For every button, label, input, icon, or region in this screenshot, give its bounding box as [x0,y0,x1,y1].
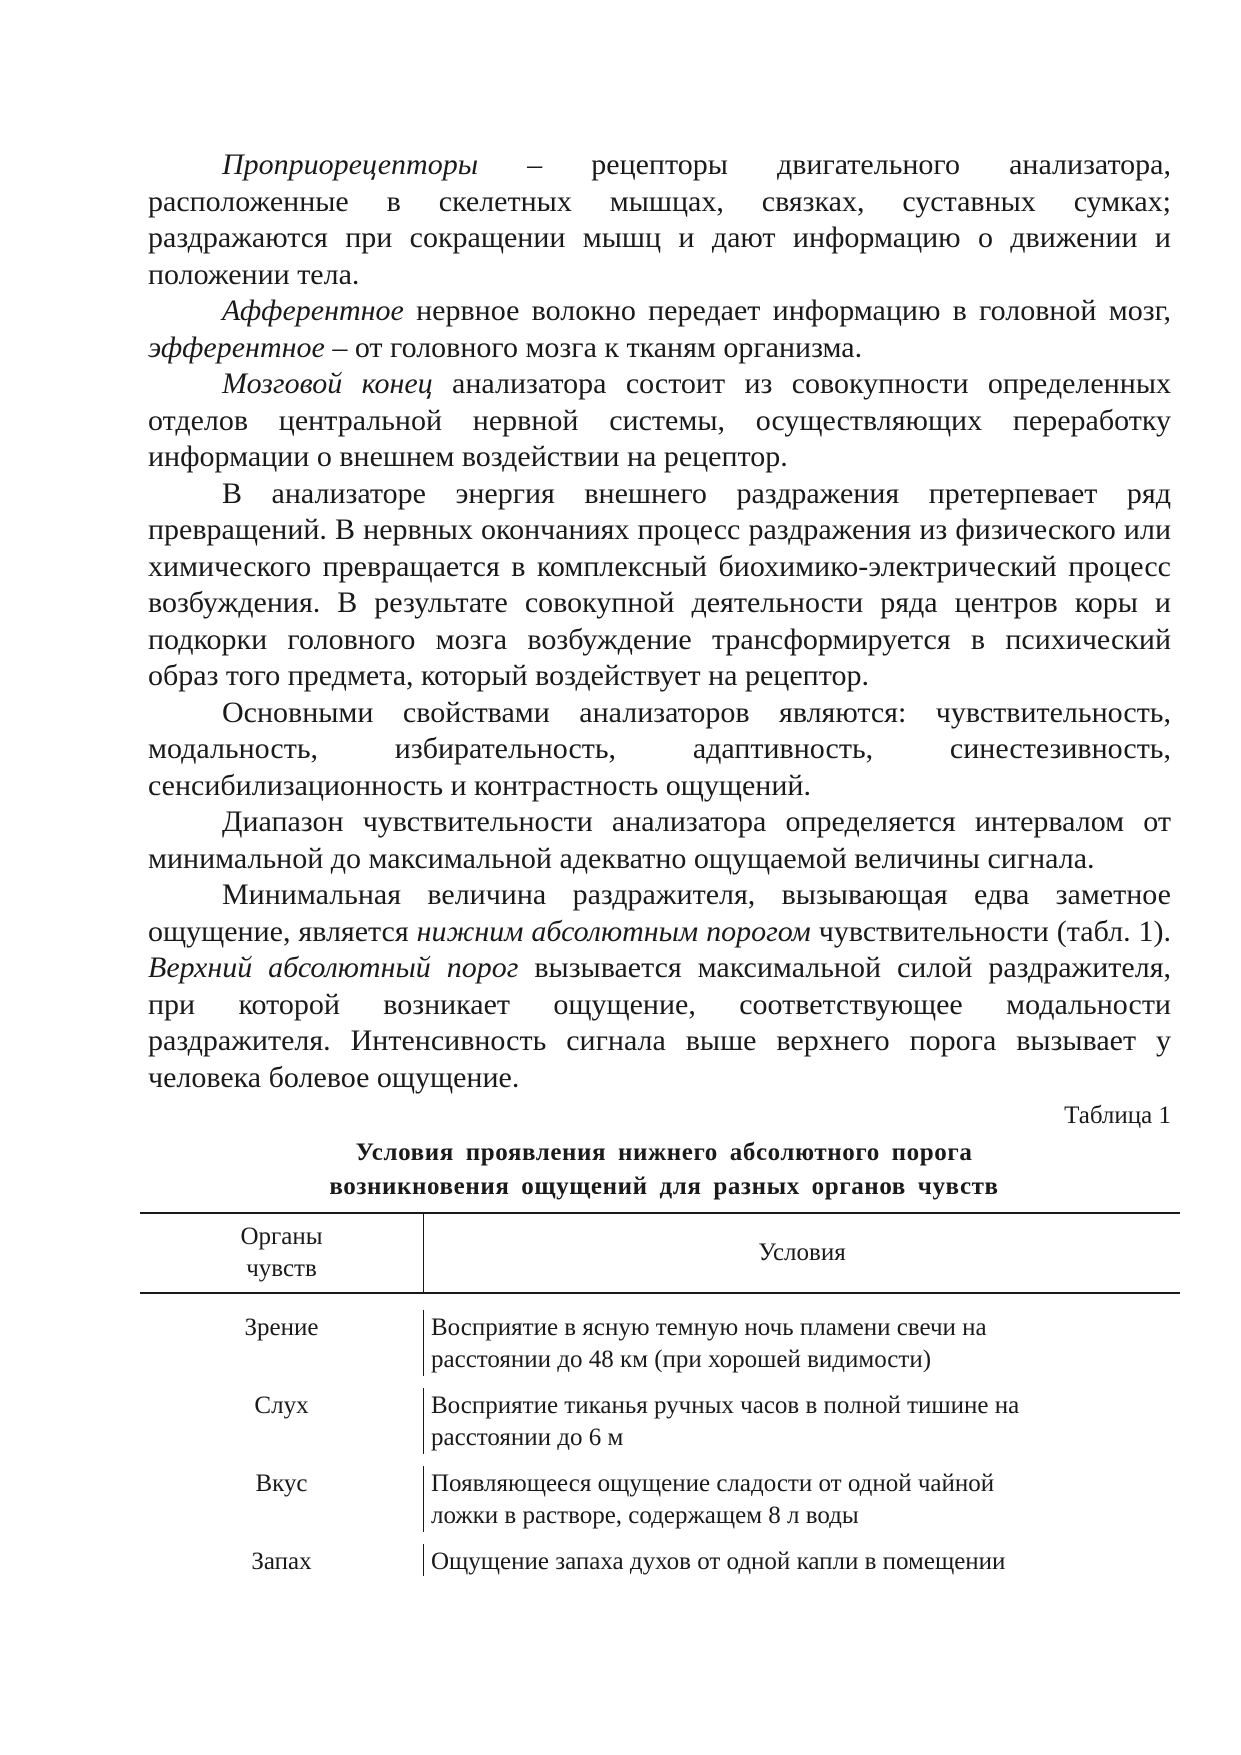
header-organ: Органы чувств [140,1214,424,1292]
table-row [140,1454,1180,1544]
paragraph-thresholds: Минимальная величина раздражителя, вызывающая едва заметное ощущение, является нижним абсолютным порогом чувствительности (табл. 1). Верхний абсолютный порог вызывается максимальной силой раздражителя, при которой возникает ощущение, соответствующее модальности раздражителя. Интенсивность сигнала выше верхнего порога вызывает у человека болевое ощущение. [148,878,1172,1094]
organ-cell: Зрение [140,1310,424,1376]
term-proprioceptors: Проприорецепторы [222,148,479,181]
paragraph-afferent: Афферентное нервное волокно передает информацию в головной мозг, эфферентное – от головного мозга к тканям организма. [148,294,1171,364]
table-caption: Таблица 1 [1064,1102,1171,1129]
condition-cell: Восприятие в ясную темную ночь пламени свечи на расстоянии до 48 км (при хорошей видимости) [431,1314,987,1373]
organ-cell: Вкус [140,1466,424,1532]
thresholds-table [140,1212,1180,1576]
paragraph-brain-end: Мозговой конец анализатора состоит из совокупности определенных отделов центральной нервной системы, осуществляющих переработку информации о внешнем воздействии на рецептор. [148,367,1171,473]
table-title-line-2: возникновения ощущений для разных органов чувств [329,1173,999,1200]
table-title-line-1: Условия проявления нижнего абсолютного порога [355,1139,973,1166]
paragraph-proprioceptors: Проприорецепторы – рецепторы двигательного анализатора, расположенные в скелетных мышцах, связках, суставных сумках; раздражаются при сокращении мышц и дают информацию о движении и положении тела. [148,148,1171,291]
term-lower-threshold: нижним абсолютным порогом [416,914,811,948]
table-row [140,1376,1180,1466]
term-brain-end: Мозговой конец [222,367,433,400]
organ-cell: Запах [140,1544,424,1576]
table-body [140,1294,1180,1576]
paragraph-energy: В анализаторе энергия внешнего раздражения претерпевает ряд превращений. В нервных окончаниях процесс раздражения из физического или химического превращается в комплексный биохимико-электрический процесс возбуждения. В результате совокупной деятельности ряда центров коры и подкорки головного мозга возбуждение трансформируется в психический образ того предмета, который воздействует на рецептор. [148,476,1171,692]
header-conditions: Условия [758,1239,846,1266]
paragraph-properties: Основными свойствами анализаторов являются: чувствительность, модальность, избирательность, адаптивность, синестезивность, сенсибилизационность и контрастность ощущений. [148,695,1171,802]
condition-cell: Восприятие тиканья ручных часов в полной тишине на расстоянии до 6 м [431,1392,1020,1451]
organ-cell: Слух [140,1388,424,1454]
table-row [140,1532,1180,1576]
table-title [150,1136,1178,1204]
table-row [140,1294,1180,1388]
table-header-row [140,1212,1180,1294]
term-upper-threshold: Верхний абсолютный порог [148,951,519,984]
body-text [148,147,1171,1096]
term-afferent: Афферентное [222,294,404,327]
paragraph-range: Диапазон чувствительности анализатора определяется интервалом от минимальной до максимальной адекватно ощущаемой величины сигнала. [148,805,1171,875]
condition-cell: Появляющееся ощущение сладости от одной чайной ложки в растворе, содержащем 8 л воды [431,1470,995,1529]
term-efferent: эфферентное [148,330,325,364]
condition-cell: Ощущение запаха духов от одной капли в помещении [431,1548,1006,1575]
